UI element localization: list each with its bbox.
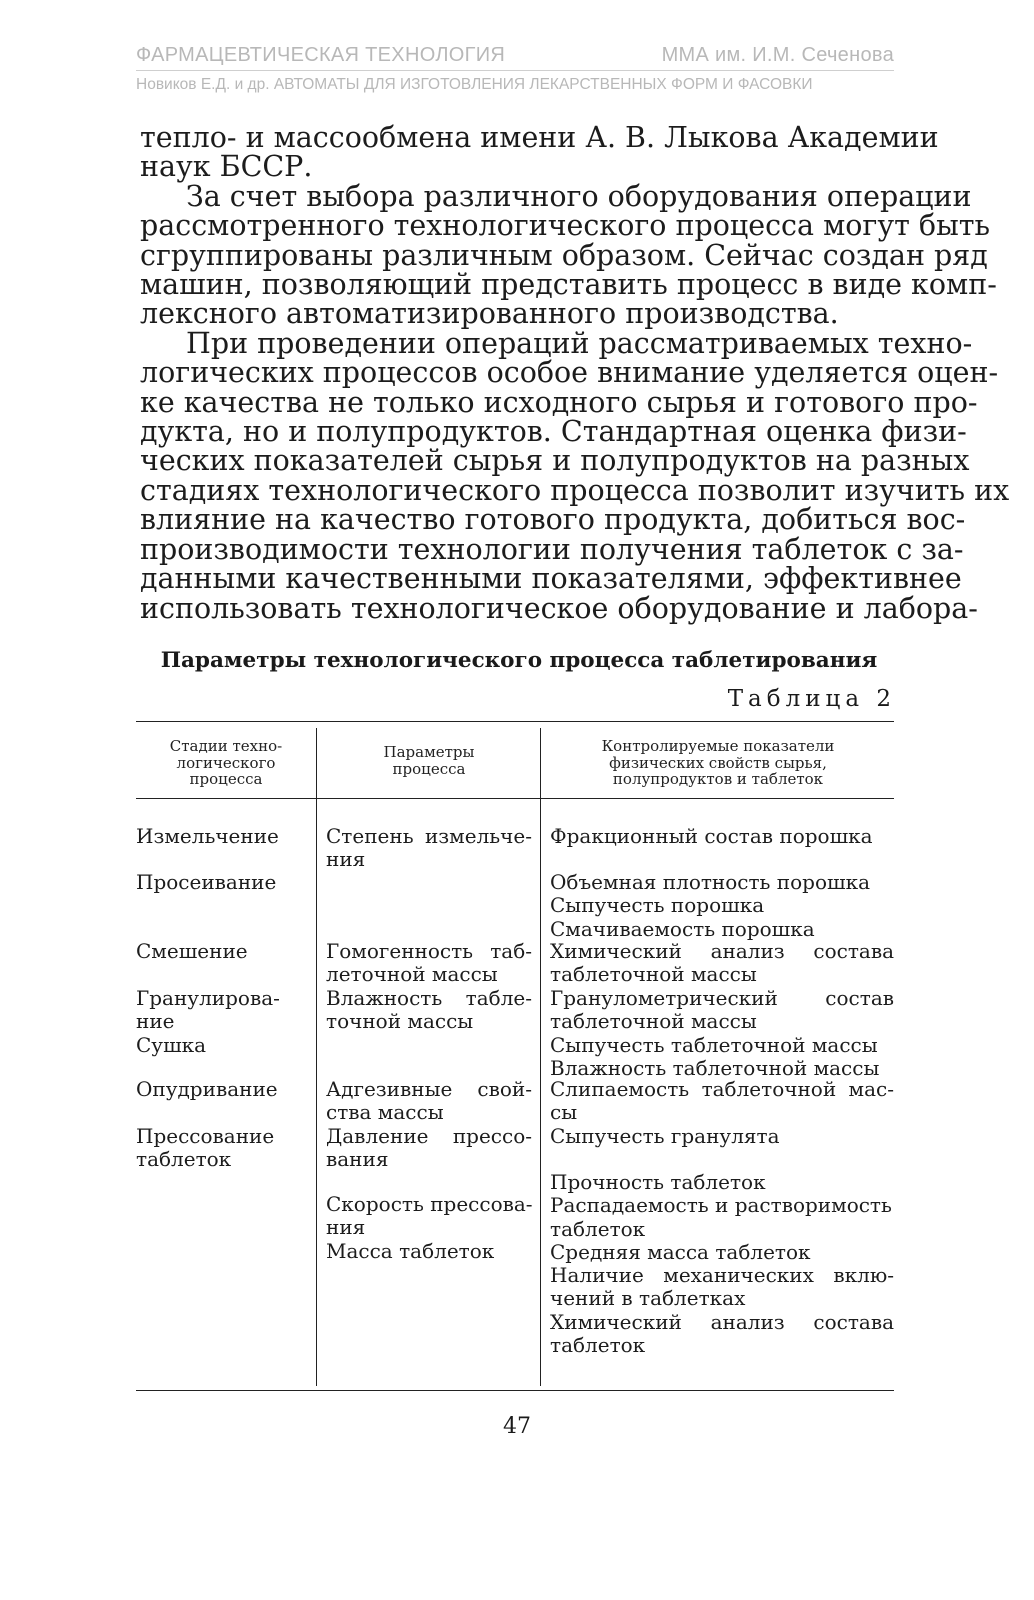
indicator-line: Распадаемость и растворимость	[550, 1193, 892, 1218]
stage-line: Измельчение	[136, 824, 279, 848]
text-line: данными качественными показателями, эффективнее	[140, 562, 962, 596]
header-line: Параметры	[383, 743, 475, 761]
parameter-cell	[326, 1125, 532, 1172]
header-subtitle: Новиков Е.Д. и др. АВТОМАТЫ ДЛЯ ИЗГОТОВЛЕНИЯ ЛЕКАРСТВЕННЫХ ФОРМ И ФАСОВКИ	[136, 76, 813, 93]
stage-cell	[136, 1078, 311, 1101]
indicator-line: Смачиваемость порошка	[550, 916, 815, 941]
parameter-line: Адгезивные свой-	[326, 1077, 532, 1101]
parameter-line: Влажность табле-	[326, 986, 532, 1010]
text-line: логических процессов особое внимание уделяется оцен-	[140, 356, 999, 390]
indicator-cell	[550, 871, 894, 941]
parameter-cell	[326, 940, 532, 987]
text-line: машин, позволяющий представить процесс в виде комп-	[140, 268, 997, 302]
indicator-line: Фракционный состав порошка	[550, 824, 873, 848]
indicator-line: Средняя масса таблеток	[550, 1239, 811, 1264]
text-line: За счет выбора различного оборудования операции	[186, 179, 972, 213]
stage-line: ние	[136, 1009, 175, 1034]
header-top-row	[136, 44, 894, 71]
parameter-line: Давление прессо-	[326, 1124, 532, 1148]
stage-cell	[136, 871, 311, 894]
header-cell-parameters	[318, 744, 540, 777]
indicator-line: таблеток	[550, 1216, 646, 1241]
paragraph-2	[140, 179, 997, 331]
header-line: процесса	[392, 759, 466, 778]
indicator-line: Влажность таблеточной массы	[550, 1055, 880, 1080]
indicator-line: Сыпучесть порошка	[550, 893, 765, 918]
indicator-cell	[550, 1171, 894, 1357]
indicator-cell	[550, 987, 894, 1080]
paragraph-3	[140, 326, 1010, 625]
text-line: ческих показателей сырья и полупродуктов на разных	[140, 444, 970, 478]
parameter-line: ства массы	[326, 1100, 444, 1125]
header-cell-indicators	[542, 738, 894, 788]
indicator-cell	[550, 940, 894, 987]
header-divider	[136, 798, 894, 799]
text-line: рассмотренного технологического процесса могут быть	[140, 209, 991, 243]
stage-cell	[136, 825, 311, 848]
header-line: логического	[176, 753, 276, 772]
indicator-line: чений в таблетках	[550, 1286, 746, 1311]
indicator-line: Гранулометрический состав	[550, 986, 894, 1010]
text-line: наук БССР.	[140, 150, 313, 184]
indicator-line: Сыпучесть таблеточной массы	[550, 1032, 878, 1057]
text-line: При проведении операций рассматриваемых техно-	[186, 326, 973, 360]
indicator-line: сы	[550, 1100, 578, 1125]
parameter-line: Гомогенность таб-	[326, 939, 532, 963]
header-line: процесса	[189, 770, 263, 788]
text-line: сгруппированы различным образом. Сейчас создан ряд	[140, 238, 988, 272]
parameter-line: леточной массы	[326, 962, 498, 987]
table-label: Таблица 2	[727, 686, 896, 712]
header-line: полупродуктов и таблеток	[612, 770, 824, 788]
stage-line: Смешение	[136, 939, 248, 963]
text-line: лексного автоматизированного производства.	[140, 297, 839, 331]
indicator-line: таблеток	[550, 1333, 646, 1358]
parameter-line: вания	[326, 1147, 389, 1172]
header-line: Стадии техно-	[169, 737, 283, 755]
table-title: Параметры технологического процесса таблетирования	[160, 648, 878, 673]
parameter-cell	[326, 1193, 532, 1240]
stage-cell	[136, 940, 311, 963]
indicator-cell	[550, 825, 894, 848]
text-line: производимости технологии получения таблеток с за-	[140, 532, 964, 566]
header-right-title: ММА им. И.М. Сеченова	[661, 44, 894, 66]
stage-cell	[136, 1125, 311, 1172]
body-text	[140, 121, 1010, 625]
indicator-line: Наличие механических вклю-	[550, 1263, 894, 1288]
column-divider	[540, 728, 541, 1386]
indicator-cell	[550, 1125, 894, 1148]
parameter-cell	[326, 825, 532, 872]
parameter-cell	[326, 987, 532, 1034]
stage-line: Гранулирова-	[136, 986, 280, 1010]
paragraph-1	[140, 121, 939, 184]
parameter-line: Скорость прессова-	[326, 1192, 533, 1216]
stage-line: Прессование	[136, 1124, 275, 1148]
stage-cell	[136, 987, 311, 1057]
text-line: тепло- и массообмена имени А. В. Лыкова Академии	[140, 121, 939, 154]
parameters-table	[136, 721, 894, 1391]
stage-line: Просеивание	[136, 870, 277, 894]
text-line: дукта, но и полупродуктов. Стандартная оценка физи-	[140, 415, 967, 449]
indicator-line: Объемная плотность порошка	[550, 870, 871, 894]
indicator-line: Слипаемость таблеточной мас-	[550, 1077, 894, 1101]
text-line: стадиях технологического процесса позволит изучить их	[140, 473, 1010, 507]
parameter-cell	[326, 1078, 532, 1125]
header-left-title: ФАРМАЦЕВТИЧЕСКАЯ ТЕХНОЛОГИЯ	[136, 44, 506, 66]
header-line: физических свойств сырья,	[609, 753, 827, 772]
stage-line: Опудривание	[136, 1077, 278, 1101]
indicator-line: таблеточной массы	[550, 962, 757, 987]
parameter-line: Масса таблеток	[326, 1239, 495, 1263]
indicator-line: Химический анализ состава	[550, 1309, 894, 1334]
indicator-line: таблеточной массы	[550, 1009, 757, 1034]
header-cell-stages	[136, 738, 316, 788]
parameter-line: точной массы	[326, 1009, 474, 1034]
stage-line: таблеток	[136, 1147, 232, 1172]
header-line: Контролируемые показатели	[601, 737, 835, 755]
text-line: ке качества не только исходного сырья и готового про-	[140, 385, 978, 419]
text-line: использовать технологическое оборудование и лабора-	[140, 591, 978, 625]
parameter-cell	[326, 1240, 532, 1263]
indicator-cell	[550, 1078, 894, 1125]
page-number: 47	[503, 1414, 531, 1439]
parameter-line: ния	[326, 847, 366, 872]
column-divider	[316, 728, 317, 1386]
indicator-line: Сыпучесть гранулята	[550, 1124, 780, 1148]
parameter-line: Степень измельче-	[326, 824, 532, 848]
stage-line: Сушка	[136, 1032, 207, 1057]
text-line: влияние на качество готового продукта, добиться вос-	[140, 503, 966, 537]
page-header	[136, 44, 894, 94]
parameter-line: ния	[326, 1215, 366, 1240]
indicator-line: Прочность таблеток	[550, 1170, 766, 1194]
indicator-line: Химический анализ состава	[550, 939, 894, 963]
